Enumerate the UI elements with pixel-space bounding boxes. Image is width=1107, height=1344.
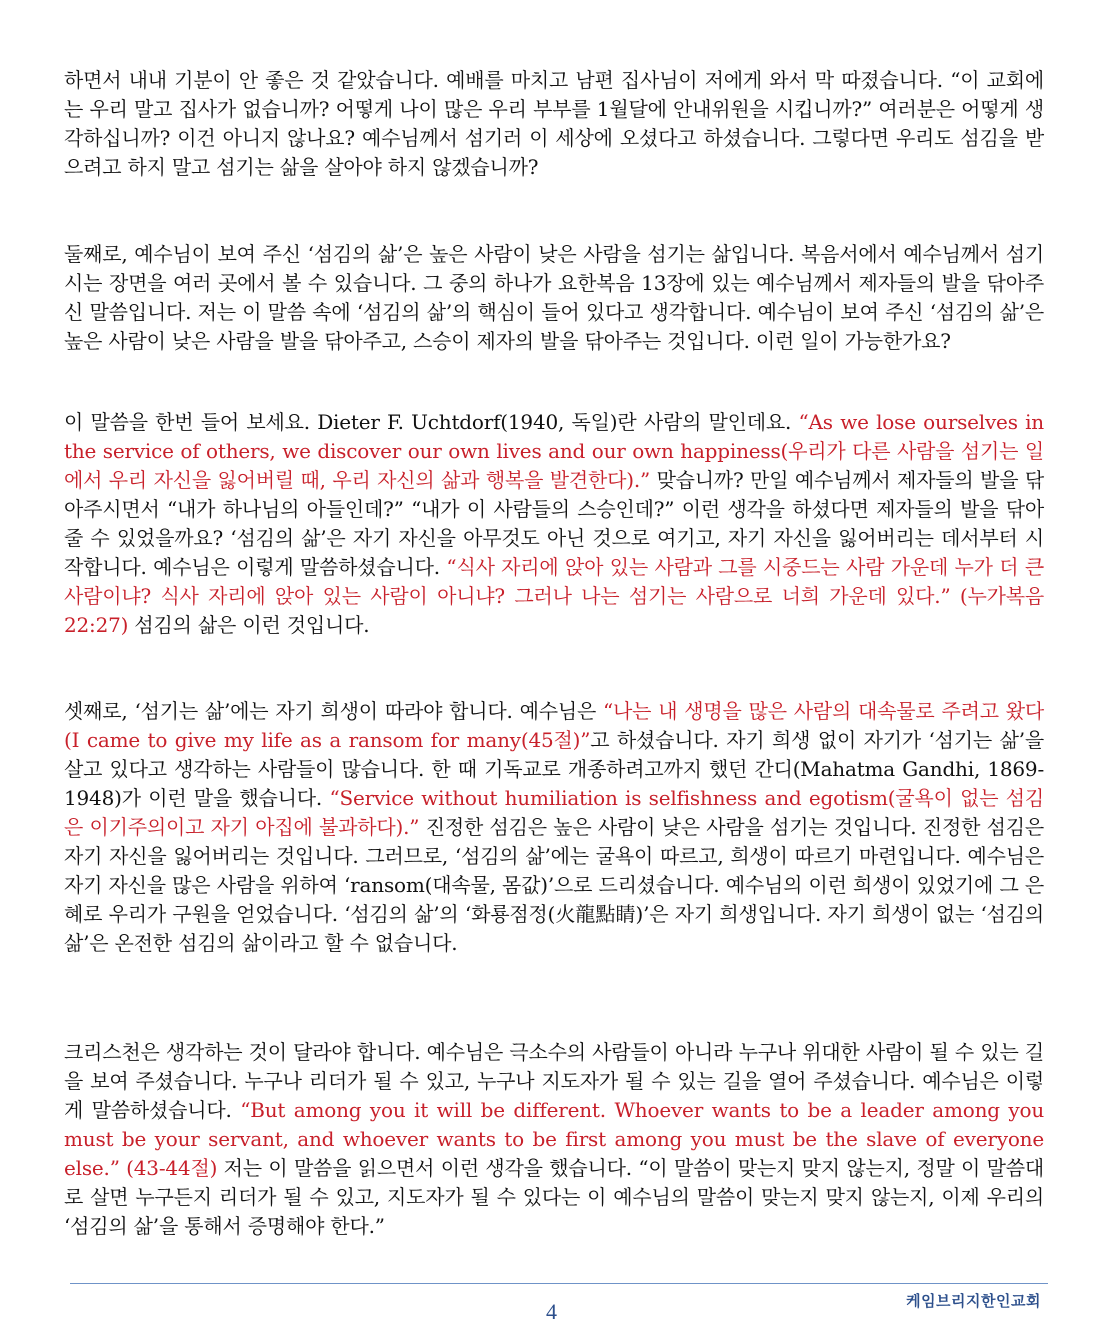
body-text: 진정한 섬김은 높은 사람이 낮은 사람을 섬기는 것입니다. 진정한 섬김은 자기 자신을 잃어버리는 것입니다. 그러므로, ‘섬김의 삶’에는 굴욕이 따르고, 희생이 따르기 마련입니다. 예수님은 자기 자신을 많은 사람을 위하여 ‘ransom(대속물, 몸값)’으로 드리셨습니다. 예수님의 이런 희생이 있었기에 그 은혜로 우리가 구원을 얻었습니다. ‘섬김의 삶’의 ‘화룡점정(火龍點睛)’은 자기 희생입니다. 자기 희생이 없는 ‘섬김의 삶’은 온전한 섬김의 삶이라고 할 수 없습니다. [64,815,1044,955]
body-text: 하면서 내내 기분이 안 좋은 것 같았습니다. 예배를 마치고 남편 집사님이 저에게 와서 막 따졌습니다. “이 교회에는 우리 말고 집사가 없습니까? 어떻게 나이 많은 우리 부부를 1월달에 안내위원을 시킵니까?” 여러분은 어떻게 생각하십니까? 이건 아니지 않나요? 예수님께서 섬기러 이 세상에 오셨다고 하셨습니다. 그렇다면 우리도 섬김을 받으려고 하지 말고 섬기는 삶을 살아야 하지 않겠습니까? [64,68,1044,179]
page-number: 4 [546,1299,557,1324]
quoted-text: “식사 자리에 앉아 있는 사람과 그를 시중드는 사람 가운데 누가 더 큰 사람이냐? 식사 자리에 앉아 있는 사람이 아니냐? 그러나 나는 섬기는 사람으로 너희 가운데 있다.” (누가복음 22:27) [64,555,1045,637]
quoted-text: “Service without humiliation is selfishness and egotism(굴욕이 없는 섬김은 이기주의이고 자기 아집에 불과하다).” [64,786,1044,839]
body-text: 크리스천은 생각하는 것이 달라야 합니다. 예수님은 극소수의 사람들이 아니라 누구나 위대한 사람이 될 수 있는 길을 보여 주셨습니다. 누구나 리더가 될 수 있고, 누구나 지도자가 될 수 있는 길을 열어 주셨습니다. 예수님은 이렇게 말씀하셨습니다. [64,1040,1044,1122]
quoted-text: “As we lose ourselves in the service of others, we discover our own lives and our own happiness(우리가 다른 사람을 섬기는 일에서 우리 자신을 잃어버릴 때, 우리 자신의 삶과 행복을 발견한다).” [64,410,1044,492]
quoted-text: “나는 내 생명을 많은 사람의 대속물로 주려고 왔다(I came to give my life as a ransom for many(45절)” [64,699,1044,752]
paragraph-4 [64,697,1044,958]
body-text: 둘째로, 예수님이 보여 주신 ‘섬김의 삶’은 높은 사람이 낮은 사람을 섬기는 삶입니다. 복음서에서 예수님께서 섬기시는 장면을 여러 곳에서 볼 수 있습니다. 그 중의 하나가 요한복음 13장에 있는 예수님께서 제자들의 발을 닦아주신 말씀입니다. 저는 이 말씀 속에 ‘섬김의 삶’의 핵심이 들어 있다고 생각합니다. 예수님이 보여 주신 ‘섬김의 삶’은 높은 사람이 낮은 사람을 발을 닦아주고, 스승이 제자의 발을 닦아주는 것입니다. 이런 일이 가능한가요? [64,242,1044,353]
church-name: 케임브리지한인교회 [906,1292,1041,1310]
body-text: 저는 이 말씀을 읽으면서 이런 생각을 했습니다. “이 말씀이 맞는지 맞지 않는지, 정말 이 말씀대로 살면 누구든지 리더가 될 수 있고, 지도자가 될 수 있다는 이 예수님의 말씀이 맞는지 맞지 않는지, 이제 우리의 ‘섬김의 삶’을 통해서 증명해야 한다.” [64,1156,1044,1238]
paragraph-3 [64,408,1044,640]
body-text: 셋째로, ‘섬기는 삶’에는 자기 희생이 따라야 합니다. 예수님은 [64,699,604,723]
paragraph-5 [64,1038,1044,1241]
body-text: 섬김의 삶은 이런 것입니다. [128,613,370,637]
footer-divider [70,1283,1048,1284]
quoted-text: “But among you it will be different. Whoever wants to be a leader among you must be your servant, and whoever wants to be first among you must be the slave of everyone else.” (43-44절) [64,1098,1045,1180]
paragraph-1 [64,66,1044,182]
body-text: 고 하셨습니다. 자기 희생 없이 자기가 ‘섬기는 삶’을 살고 있다고 생각하는 사람들이 많습니다. 한 때 기독교로 개종하려고까지 했던 간디(Mahatma Gandhi, 1869-1948)가 이런 말을 했습니다. [64,728,1044,810]
body-text: 맞습니까? 만일 예수님께서 제자들의 발을 닦아주시면서 “내가 하나님의 아들인데?” “내가 이 사람들의 스승인데?” 이런 생각을 하셨다면 제자들의 발을 닦아줄 수 있었을까요? ‘섬김의 삶’은 자기 자신을 아무것도 아닌 것으로 여기고, 자기 자신을 잃어버리는 데서부터 시작합니다. 예수님은 이렇게 말씀하셨습니다. [64,468,1044,579]
paragraph-2 [64,240,1044,356]
body-text: 이 말씀을 한번 들어 보세요. Dieter F. Uchtdorf(1940, 독일)란 사람의 말인데요. [64,410,799,434]
